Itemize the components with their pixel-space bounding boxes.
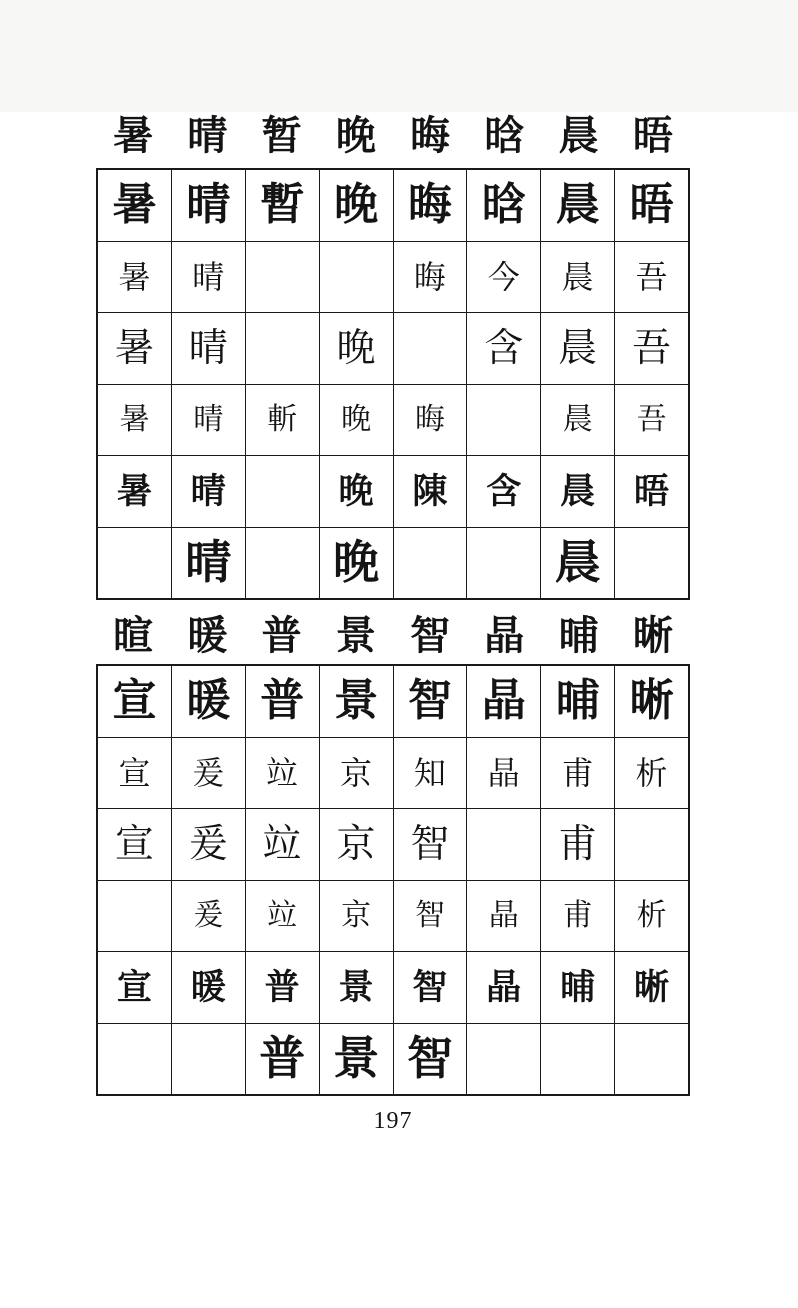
header-char: 晦	[410, 113, 451, 158]
glyph-cell: 甫	[540, 881, 614, 952]
glyph-cell: 暑	[116, 471, 152, 511]
glyph-cell: 陳	[393, 456, 467, 527]
glyph-cell: 晴	[171, 528, 245, 599]
glyph-cell: 晦	[393, 170, 467, 241]
glyph-cell	[393, 528, 467, 599]
glyph-cell: 爰	[171, 738, 245, 809]
glyph-cell: 京	[319, 738, 393, 809]
glyph-cell: 含	[466, 313, 540, 384]
header-char: 景	[335, 613, 376, 658]
glyph-cell: 智	[393, 881, 467, 952]
glyph-cell: 暖	[171, 666, 245, 737]
table-row	[98, 951, 688, 1023]
glyph-cell: 晰	[614, 952, 688, 1023]
glyph-cell: 吾	[614, 313, 688, 384]
glyph-cell: 晨	[540, 385, 614, 456]
book-page	[0, 112, 798, 1308]
glyph-cell: 晶	[466, 952, 540, 1023]
glyph-cell: 晨	[540, 242, 614, 313]
glyph-cell: 暑	[119, 402, 150, 436]
glyph-cell	[245, 456, 319, 527]
glyph-cell	[245, 528, 319, 599]
header-char: 晨	[558, 113, 599, 158]
glyph-cell: 晴	[171, 456, 245, 527]
glyph-cell: 晴	[171, 170, 245, 241]
glyph-cell: 晦	[393, 242, 467, 313]
glyph-cell: 京	[319, 881, 393, 952]
glyph-cell: 景	[319, 1024, 393, 1095]
table-row	[98, 455, 688, 527]
glyph-cell: 智	[393, 952, 467, 1023]
glyph-cell: 晨	[540, 528, 614, 599]
header-char: 普	[261, 613, 302, 658]
glyph-cell: 宣	[112, 676, 157, 726]
glyph-cell	[540, 1024, 614, 1095]
glyph-cell: 知	[393, 738, 467, 809]
glyph-cell: 晰	[614, 666, 688, 737]
table-row	[98, 170, 688, 241]
glyph-cell: 晚	[319, 528, 393, 599]
glyph-cell: 晶	[466, 881, 540, 952]
table-row	[98, 737, 688, 809]
glyph-cell: 晨	[540, 456, 614, 527]
glyph-cell	[171, 1024, 245, 1095]
table-row	[98, 312, 688, 384]
glyph-cell	[98, 881, 171, 952]
glyph-table-1	[96, 168, 690, 600]
glyph-cell: 竝	[245, 809, 319, 880]
glyph-cell: 宣	[118, 754, 151, 791]
glyph-cell: 普	[245, 1024, 319, 1095]
glyph-cell: 景	[319, 952, 393, 1023]
glyph-cell: 宣	[116, 967, 152, 1007]
glyph-cell: 晨	[540, 170, 614, 241]
glyph-cell: 晶	[466, 738, 540, 809]
glyph-cell: 暖	[171, 952, 245, 1023]
glyph-cell: 晶	[466, 666, 540, 737]
glyph-cell: 普	[245, 952, 319, 1023]
glyph-cell: 今	[466, 242, 540, 313]
glyph-cell: 甫	[540, 738, 614, 809]
table-row	[98, 241, 688, 313]
glyph-cell: 晴	[171, 313, 245, 384]
header-char: 暑	[113, 113, 154, 158]
glyph-cell: 晚	[319, 170, 393, 241]
header-char: 晗	[484, 113, 525, 158]
glyph-cell	[319, 242, 393, 313]
table-row	[98, 880, 688, 952]
header-char: 晡	[558, 613, 599, 658]
glyph-cell: 析	[614, 738, 688, 809]
table-row	[98, 666, 688, 737]
glyph-cell	[466, 809, 540, 880]
glyph-cell: 晚	[319, 385, 393, 456]
glyph-cell: 晚	[319, 313, 393, 384]
glyph-cell: 晦	[393, 385, 467, 456]
header-char: 晰	[632, 613, 673, 658]
header-row-1	[96, 112, 690, 160]
glyph-cell: 爰	[171, 881, 245, 952]
glyph-table-2	[96, 664, 690, 1096]
header-char: 晚	[335, 113, 376, 158]
glyph-cell	[245, 242, 319, 313]
glyph-cell: 晴	[171, 385, 245, 456]
table-row	[98, 808, 688, 880]
header-char: 暖	[187, 613, 228, 658]
glyph-cell: 智	[393, 666, 467, 737]
glyph-cell: 析	[614, 881, 688, 952]
header-char: 智	[410, 613, 451, 658]
glyph-cell	[614, 528, 688, 599]
table-row	[98, 1023, 688, 1095]
glyph-cell	[245, 313, 319, 384]
glyph-cell: 宣	[114, 822, 154, 866]
glyph-cell	[466, 385, 540, 456]
header-char: 暂	[261, 113, 302, 158]
glyph-cell	[614, 809, 688, 880]
glyph-cell: 吾	[614, 242, 688, 313]
glyph-cell	[614, 1024, 688, 1095]
table-row	[98, 384, 688, 456]
glyph-cell: 暑	[118, 258, 151, 295]
table-row	[98, 527, 688, 599]
glyph-cell	[98, 528, 171, 599]
glyph-cell: 京	[319, 809, 393, 880]
glyph-cell: 暫	[245, 170, 319, 241]
header-char: 暄	[113, 613, 154, 658]
glyph-cell: 含	[466, 456, 540, 527]
glyph-cell	[393, 313, 467, 384]
glyph-cell: 晤	[614, 456, 688, 527]
glyph-cell: 晗	[466, 170, 540, 241]
glyph-cell: 暑	[112, 180, 157, 230]
header-char: 晴	[187, 113, 228, 158]
glyph-cell	[466, 1024, 540, 1095]
glyph-cell	[98, 1024, 171, 1095]
glyph-cell: 晡	[540, 666, 614, 737]
glyph-cell: 竝	[245, 738, 319, 809]
glyph-cell	[466, 528, 540, 599]
glyph-cell: 智	[393, 1024, 467, 1095]
glyph-cell: 吾	[614, 385, 688, 456]
glyph-cell: 晤	[614, 170, 688, 241]
glyph-cell: 晚	[319, 456, 393, 527]
glyph-cell: 普	[245, 666, 319, 737]
glyph-cell: 暑	[114, 326, 154, 370]
glyph-cell: 景	[319, 666, 393, 737]
page-number: 197	[373, 1108, 413, 1134]
glyph-cell: 斬	[245, 385, 319, 456]
glyph-cell: 爰	[171, 809, 245, 880]
glyph-cell: 晨	[540, 313, 614, 384]
header-char: 晤	[632, 113, 673, 158]
glyph-cell: 智	[393, 809, 467, 880]
glyph-cell: 竝	[245, 881, 319, 952]
glyph-cell: 晴	[171, 242, 245, 313]
glyph-cell: 甫	[540, 809, 614, 880]
header-char: 晶	[484, 613, 525, 658]
glyph-cell: 晡	[540, 952, 614, 1023]
header-row-2	[96, 612, 690, 660]
